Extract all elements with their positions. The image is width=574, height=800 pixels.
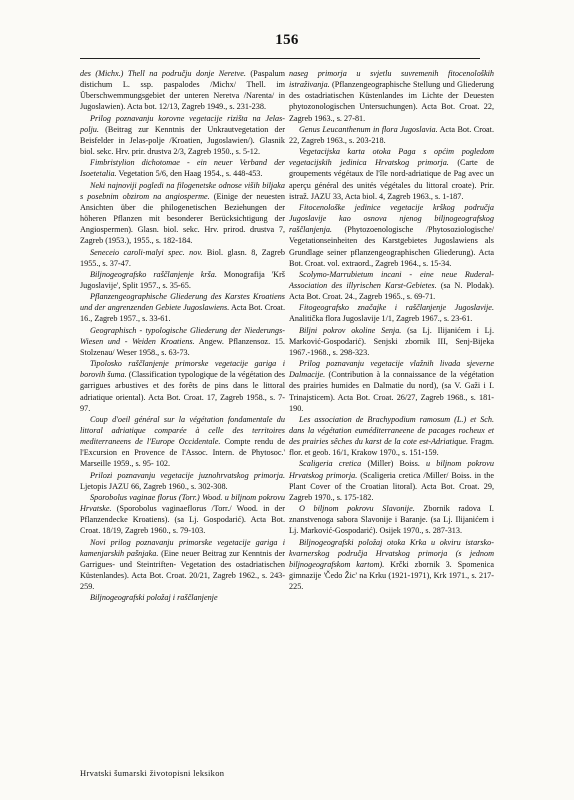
bibliography-entry — [80, 325, 285, 358]
bibliography-entry — [289, 124, 494, 146]
entry-title: Neki najnoviji pogledi na filogenetske odnose viših biljaka s posebnim obzirom na angiosperme. — [80, 180, 285, 201]
bibliography-entry — [289, 414, 494, 459]
bibliography-entry — [80, 358, 285, 414]
entry-title: Biljnogeografski položaj i raščlanjenje — [90, 593, 218, 603]
entry-citation: Angew. Pflanzensoz. 15. Stolzenau/ Weser 1958., s. 63-73. — [80, 336, 285, 357]
bibliography-entry — [80, 470, 285, 492]
entry-citation: (sa Lj. Ilijanićem i Lj. Marković-Gospodarić). Senjski zbornik III, Senj-Bijeka 1967.-1968., s. 298-323. — [289, 325, 494, 357]
entry-citation: (Einige der neuesten Ansichten über die philogenetischen Beziehungen der höheren Pflanzen mit besonderer Berücksichtigung der Angiospermen). Glasn. biol. sekc. Hrv. prirod. drustva 7, Zagreb (1953.), 1955., s. 182-184. — [80, 191, 285, 246]
entry-citation: Compte rendu de l'Excursion en Provence de l'Assoc. Intern. de Phytosoc.' Marseille 1959., s. 95- 102. — [80, 437, 285, 469]
bibliography-entry — [80, 492, 285, 537]
entry-title: Prilozi poznavanju vegetacije juznohrvatskog primorja. — [90, 470, 285, 480]
entry-citation: Fragm. flor. et geob. 16/1, Krakow 1970., s. 151-159. — [289, 437, 494, 458]
entry-title: Prilog poznavanju vegetacije vlažnih livada sjeverne Dalmacije. — [289, 359, 494, 380]
entry-citation: (Classification typologique de la végétation des garrigues arbustives et des forêts de pins dans le littoral adriatique oriental). Acta Bot. Croat. 17, Zagreb 1958., s. 7-97. — [80, 370, 285, 413]
entry-citation: Zbornik radova I. znanstvenoga sabora Slavonije i Baranje. (sa Lj. Ilijanićem i Lj. Marković-Gospodarić). Osijek 1970., s. 287-313. — [289, 504, 494, 536]
entry-title: Fitocenološke jedinice vegetacije krškog područja Jugoslavije kao osnova njenog biljnogeografskog raščlanjenja. — [289, 202, 494, 235]
entry-citation: Acta Bot. Croat. 16., Zagreb 1957., s. 33-61. — [80, 303, 285, 324]
entry-citation: Monografija 'Krš Jugoslavije', Split 1957., s. 35-65. — [80, 269, 285, 290]
entry-title: Scaligeria cretica — [299, 459, 362, 469]
entry-citation: (Miller) Boiss. — [361, 459, 426, 469]
bibliography-entry — [289, 458, 494, 503]
header-divider — [80, 58, 480, 59]
entry-citation: Acta Bot. Croat. 22, Zagreb 1963., s. 203-218. — [289, 124, 495, 145]
entry-title: Les association de Brachypodium ramosum (L.) et Sch. dans la végétation euméditerraneene de pacages rocheux et des prairies sêches du karst de la cote est-Adriatique. — [289, 414, 494, 447]
bibliography-entry — [289, 503, 494, 536]
bibliography-entry — [289, 269, 494, 302]
entry-title: Prilog poznavanju korovne vegetacije rizišta na Jelas-polju. — [80, 113, 285, 134]
bibliography-entry — [289, 202, 494, 269]
bibliography-entry — [80, 537, 285, 593]
entry-title: Coup d'oeil général sur la végétation fondamentale du littoral adriatique comparée à celle des territoires mediterraneens de l'Europe Occidentale. — [80, 414, 285, 447]
entry-title: Tipolosko raščlanjenje primorske vegetacije gariga i borovih šuma. — [80, 359, 285, 380]
footer-text: Hrvatski šumarski životopisni leksikon — [80, 768, 225, 778]
bibliography-entry — [289, 325, 494, 358]
bibliography-entry — [289, 537, 494, 593]
entry-title: Novi prilog poznavanju primorske vegetacije gariga i kamenjarskih pašnjaka. — [80, 537, 285, 558]
entry-title: des (Michx.) Thell na području donje Neretve. — [80, 69, 246, 78]
entry-citation: Krčki zbornik 3. Spomenica gimnazije 'Čedo Žic' na Krku (1921-1971), Krk 1971., s. 217-225. — [289, 559, 494, 592]
entry-title: Vegetacijska karta otoka Paga s općim pogledom vegetacijskih jedinica Hrvatskog primorja. — [289, 147, 494, 168]
entry-citation: (Beitrag zur Kenntnis der Unkrautvegetation der Beisfelder in Jelas-polje /Kroatien, Jugoslawien/). Glasnik biol. sekc. Hrv. prir. drustva 2/3, Zagreb 1950., s. 5-12. — [80, 124, 285, 157]
bibliography-entry — [289, 68, 494, 124]
entry-title: Biljnogeografsko raščlanjenje krša. — [90, 269, 217, 279]
right-column — [289, 68, 494, 592]
bibliography-entry — [80, 291, 285, 324]
entry-title: O biljnom pokrovu Slavonije. — [299, 504, 415, 514]
entry-title: naseg primorja u svjetlu suvremenih fitocenoloških istraživanja. — [289, 69, 494, 90]
entry-citation: (Phytozoenologische /Phytosoziologische/ Vegetationseinheiten des Karstgebietes Jugoslawiens als Grundlage seiner pflanzengeographischen Gliederung). Acta Bot. Croat. vol. extraord., Zagreb 1964., s. 15-34. — [289, 225, 494, 268]
entry-citation: (Eine neuer Beitrag zur Kenntnis der Garrigues- und Steintriften- Vegetation des ostadriatischen Küstenlandes). Acta Bot. Croat. 20/21, Zagreb 1962., s. 243-259. — [80, 548, 285, 592]
bibliography-entry — [289, 302, 494, 324]
entry-citation: (Sporobolus vaginaeflorus /Torr./ Wood. in der Pflanzendecke Kroatiens). (sa Lj. Gospodarić). Acta Bot. Croat. 18/19, Zagreb 1960., s. 79-103. — [80, 504, 285, 536]
entry-title: Genus Leucanthenum in flora Jugoslavia. — [299, 124, 438, 134]
entry-title: Scolymo-Marrubietum incani - eine neue Ruderal- Association des illyrischen Karst-Gebietes. — [289, 269, 494, 290]
bibliography-entry — [80, 247, 285, 269]
entry-citation: (Contribution à la connaissance de la végétation des prairies humides en Dalmatie du nord), (sa V. Gaži i I. Trinajsticem). Acta Bot. Croat. 26/27, Zagreb 1968., s. 181-190. — [289, 370, 494, 413]
bibliography-entry — [80, 113, 285, 158]
page-number: 156 — [275, 32, 299, 48]
bibliography-entry — [80, 592, 285, 603]
bibliography-entry — [80, 269, 285, 291]
bibliography-entry — [289, 146, 494, 202]
entry-title: Pflanzengeographische Gliederung des Karstes Kroatiens und der angrenzenden Gebiete Jugoslawiens. — [80, 292, 285, 313]
bibliography-entry — [80, 180, 285, 247]
bibliography-entry — [80, 157, 285, 179]
entry-title: Sporobolus vaginae florus (Torr.) Wood. u biljnom pokrovu Hrvatske. — [80, 492, 285, 514]
entry-citation: Biol. glasn. 8, Zagreb 1955., s. 37-47. — [80, 247, 285, 268]
entry-title: Geographisch - typologische Gliederung der Niederungs-Wiesen und - Weiden Kroatiens. — [80, 325, 285, 346]
entry-title: Seneceio caroli-malyi spec. nov. — [90, 247, 203, 257]
bibliography-entry — [80, 68, 285, 113]
bibliography-entry — [80, 414, 285, 470]
entry-title: Biljni pokrov okoline Senja. — [299, 325, 402, 335]
entry-citation: (sa N. Plodak). Acta Bot. Croat. 24., Zagreb 1965., s. 69-71. — [289, 280, 494, 302]
entry-citation: Analitička flora Jugoslavije 1/1, Zagreb 1967., s. 23-61. — [289, 314, 473, 324]
entry-title: Biljnogeografski položaj otoka Krka u okviru istarsko-kvarnerskog područja Hrvatskog primorja (s jednom biljnogeografskom kartom). — [289, 537, 494, 569]
entry-title: Fitogeografsko značajke i raščlanjenje Jugoslavije. — [299, 303, 494, 313]
bibliography-entry — [289, 358, 494, 414]
entry-citation: (Carte de groupements végétaux de l'île nord-adriatique de Pag avec un aperçu général des unités végétales du littoral croate). Prir. istraž. JAZU 33, Acta biol. 4, Zagreb 1963., s. 1-187. — [289, 158, 494, 201]
entry-citation: (Paspalum distichum L. ssp. paspalodes /Michx/ Thell. im Überschwemmungsgebiet der unteren Neretva /Narenta/ in Jugoslawien). Acta bot. 12/13, Zagreb 1949., s. 231-238. — [80, 69, 285, 112]
left-column — [80, 68, 285, 604]
entry-citation: Vegetation 5/6, den Haag 1954., s. 448-453. — [116, 169, 263, 179]
entry-citation: (Pflanzengeographische Stellung und Gliederung des ostadriatischen Küstenlandes im Lichte der Deuesten phytozonologischen Untersuchungen). Acta Bot. Croat. 22, Zagreb 1963., s. 27-81. — [289, 80, 494, 123]
entry-citation: Ljetopis JAZU 66, Zagreb 1960., s. 302-308. — [80, 481, 228, 491]
entry-title: u biljnom pokrovu Hrvatskog primorja. — [289, 459, 494, 480]
entry-title: Fimbristylion dichotomae - ein neuer Verband der Isoetetalia. — [80, 158, 285, 179]
entry-citation: (Scaligeria cretica /Miller/ Boiss. in the Plant Cover of the Croatian litoral). Acta Bot. Croat. 29, Zagreb 1970., s. 175-182. — [289, 470, 494, 502]
